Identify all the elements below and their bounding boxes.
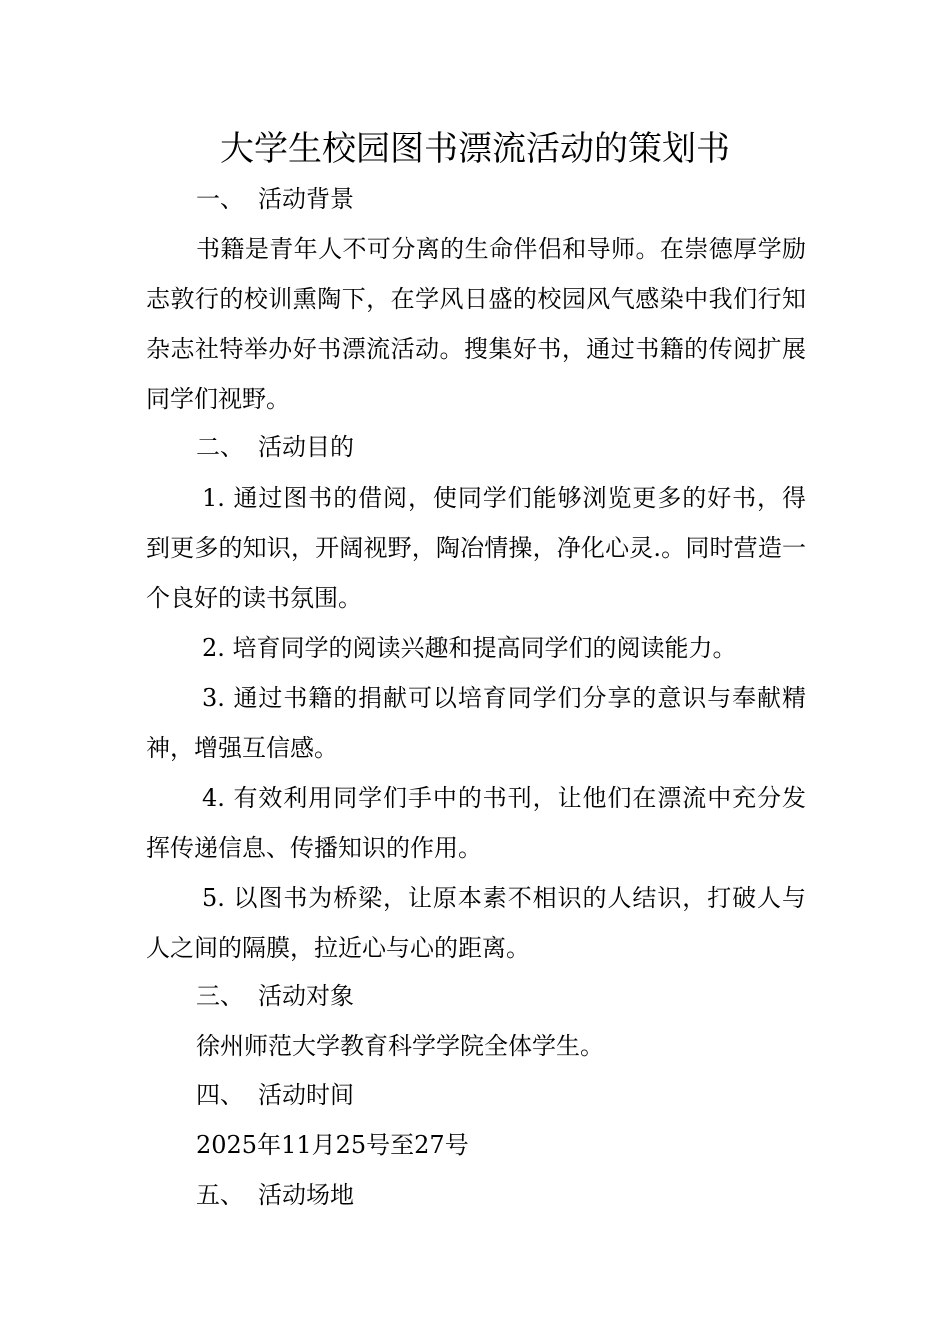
section-label: 活动时间 — [258, 1081, 354, 1109]
paragraph-audience: 徐州师范大学教育科学学院全体学生。 — [196, 1032, 604, 1060]
section-heading-purpose — [196, 431, 354, 463]
document-title: 大学生校园图书漂流活动的策划书 — [220, 129, 730, 169]
paragraph-purpose-5: 5. 以图书为桥梁，让原本素不相识的人结识，打破人与人之间的隔膜，拉近心与心的距离。 — [146, 884, 806, 962]
paragraph-time: 2025年11月25号至27号 — [196, 1131, 469, 1159]
paragraph-purpose-2: 2. 培育同学的阅读兴趣和提高同学们的阅读能力。 — [202, 634, 737, 662]
section-heading-time — [196, 1079, 354, 1111]
section-number: 三、 — [196, 982, 244, 1010]
paragraph-purpose-4: 4. 有效利用同学们手中的书刊，让他们在漂流中充分发挥传递信息、传播知识的作用。 — [146, 784, 806, 862]
section-label: 活动场地 — [258, 1181, 354, 1209]
section-number: 二、 — [196, 433, 244, 461]
paragraph-background: 书籍是青年人不可分离的生命伴侣和导师。在崇德厚学励志敦行的校训熏陶下，在学风日盛的校园风气感染中我们行知杂志社特举办好书漂流活动。搜集好书，通过书籍的传阅扩展同学们视野。 — [146, 235, 806, 413]
section-label: 活动背景 — [258, 185, 354, 213]
section-heading-audience — [196, 980, 354, 1012]
paragraph-purpose-3: 3. 通过书籍的捐献可以培育同学们分享的意识与奉献精神，增强互信感。 — [146, 684, 806, 762]
section-heading-venue — [196, 1179, 354, 1211]
section-number: 一、 — [196, 185, 244, 213]
section-number: 四、 — [196, 1081, 244, 1109]
section-label: 活动目的 — [258, 433, 354, 461]
section-heading-background — [196, 183, 354, 215]
paragraph-purpose-1: 1. 通过图书的借阅，使同学们能够浏览更多的好书，得到更多的知识，开阔视野，陶冶情操，净化心灵.。同时营造一个良好的读书氛围。 — [146, 484, 806, 612]
section-number: 五、 — [196, 1181, 244, 1209]
section-label: 活动对象 — [258, 982, 354, 1010]
